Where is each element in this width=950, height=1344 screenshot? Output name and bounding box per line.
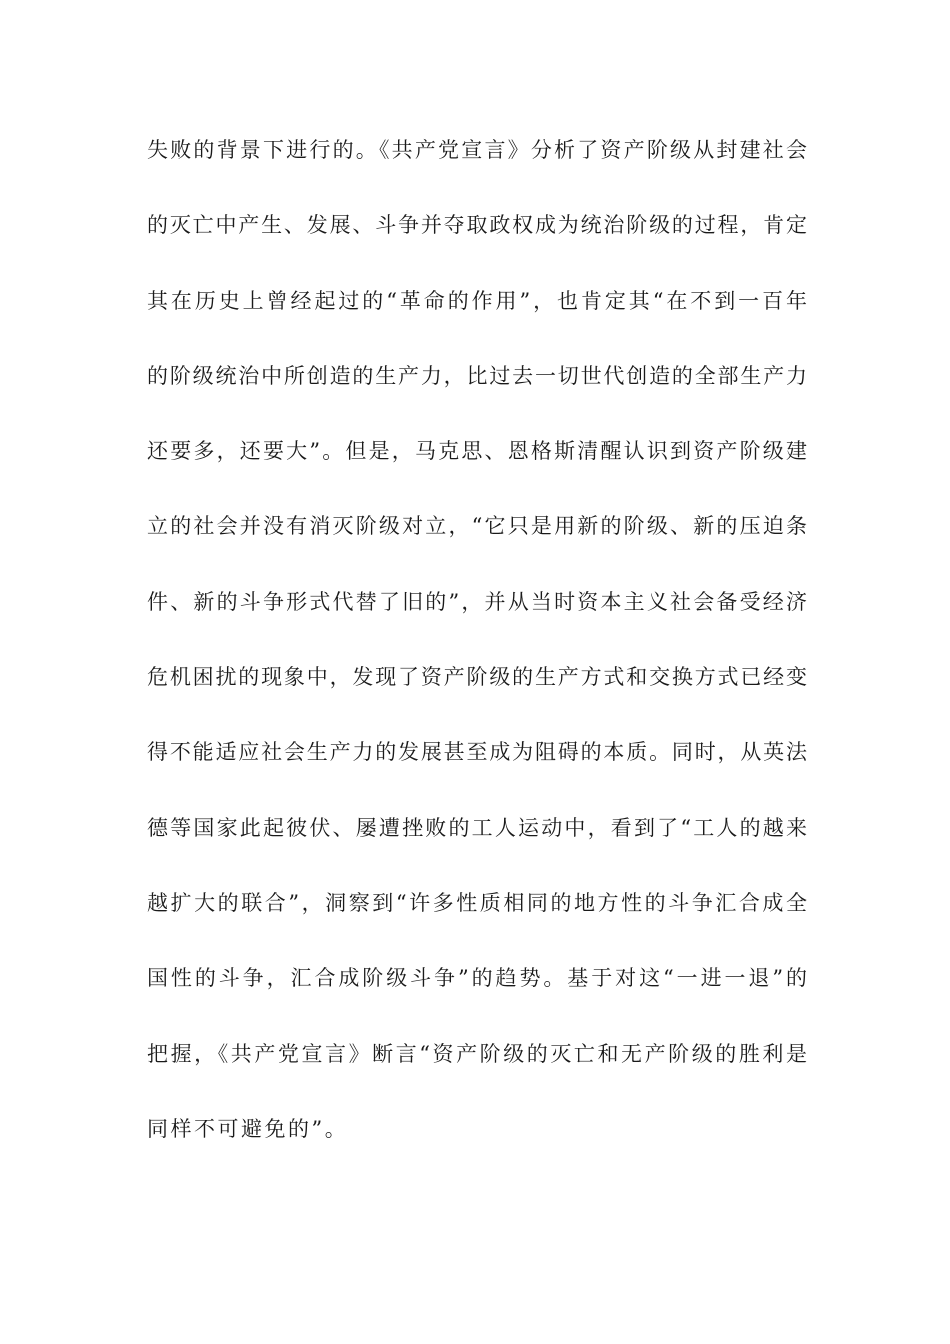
paragraph-line: 件、新的斗争形式代替了旧的”，并从当时资本主义社会备受经济 [147, 589, 807, 614]
paragraph-line: 失败的背景下进行的。《共产党宣言》分析了资产阶级从封建社会 [147, 138, 807, 162]
paragraph-line: 同样不可避免的”。 [147, 1116, 349, 1141]
paragraph-line: 危机困扰的现象中，发现了资产阶级的生产方式和交换方式已经变 [147, 665, 807, 690]
paragraph-line: 把握，《共产党宣言》断言“资产阶级的灭亡和无产阶级的胜利是 [147, 1041, 807, 1066]
paragraph-line: 得不能适应社会生产力的发展甚至成为阻碍的本质。同时，从英法 [147, 740, 807, 765]
paragraph-line: 国性的斗争，汇合成阶级斗争”的趋势。基于对这“一进一退”的 [147, 966, 807, 991]
paragraph-line: 其在历史上曾经起过的“革命的作用”，也肯定其“在不到一百年 [147, 288, 807, 313]
paragraph-line: 越扩大的联合”，洞察到“许多性质相同的地方性的斗争汇合成全 [147, 890, 807, 915]
paragraph-line: 德等国家此起彼伏、屡遭挫败的工人运动中，看到了“工人的越来 [147, 815, 807, 840]
paragraph-line: 立的社会并没有消灭阶级对立，“它只是用新的阶级、新的压迫条 [147, 514, 807, 539]
paragraph-line: 还要多，还要大”。但是，马克思、恩格斯清醒认识到资产阶级建 [147, 439, 807, 464]
paragraph-line: 的灭亡中产生、发展、斗争并夺取政权成为统治阶级的过程，肯定 [147, 213, 807, 238]
body-paragraph [147, 131, 807, 1185]
paragraph-line: 的阶级统治中所创造的生产力，比过去一切世代创造的全部生产力 [147, 363, 807, 388]
